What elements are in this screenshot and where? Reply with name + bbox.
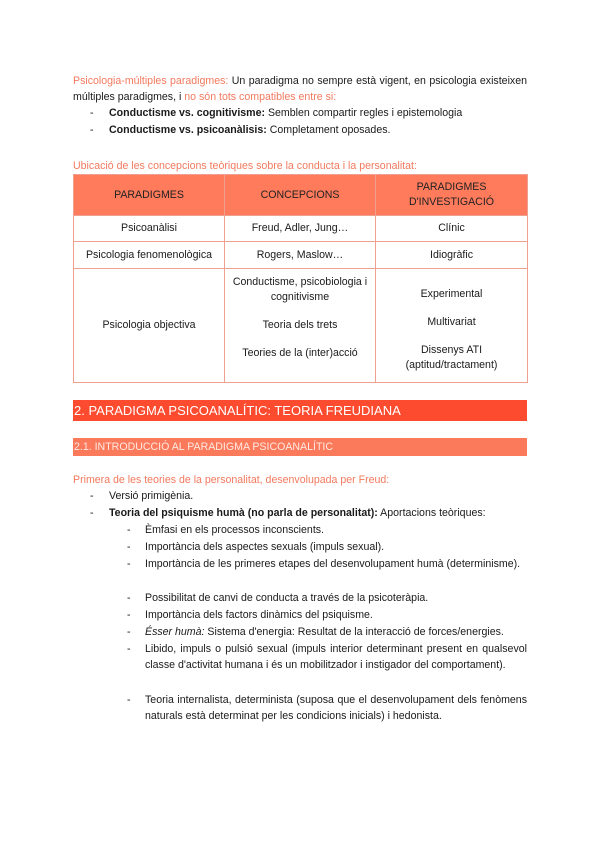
dash-bullet-icon: - — [90, 490, 94, 502]
section-heading: 2. PARADIGMA PSICOANALÍTIC: TEORIA FREUDIANA — [73, 400, 527, 421]
dash-bullet-icon: - — [127, 592, 131, 604]
dash-bullet-icon: - — [127, 524, 131, 536]
dash-bullet-icon: - — [127, 558, 131, 570]
column-header: CONCEPCIONS — [225, 175, 376, 216]
dash-bullet-icon: - — [127, 609, 131, 621]
dash-bullet-icon: - — [90, 107, 94, 119]
column-header: PARADIGMES D'INVESTIGACIÓ — [376, 175, 528, 216]
table-caption: Ubicació de les concepcions teòriques sobre la conducta i la personalitat: — [73, 160, 417, 172]
dash-bullet-icon: - — [90, 507, 94, 519]
section-lead: Primera de les teories de la personalitat, desenvolupada per Freud: — [73, 474, 390, 486]
subsection-heading: 2.1. INTRODUCCIÓ AL PARADIGMA PSICOANALÍTIC — [73, 438, 527, 456]
intro-label: Psicologia-múltiples paradigmes: — [73, 75, 229, 87]
intro-paragraph: Psicologia-múltiples paradigmes: Un paradigma no sempre està vigent, en psicologia existeixen múltiples paradigmes, i no són tots compatibles entre si: — [73, 75, 527, 103]
table-row: Psicoanàlisi Freud, Adler, Jung… Clínic — [74, 216, 528, 242]
dash-bullet-icon: - — [127, 643, 131, 655]
table-row: Psicologia objectiva Conductisme, psicobiologia i cognitivisme Teoria dels trets Teories de la (inter)acció Experimental Multivariat Dissenys ATI (aptitud/tractament) — [74, 269, 528, 383]
table-row: Psicologia fenomenològica Rogers, Maslow… Idiogràfic — [74, 242, 528, 269]
dash-bullet-icon: - — [127, 694, 131, 706]
dash-bullet-icon: - — [127, 541, 131, 553]
dash-bullet-icon: - — [127, 626, 131, 638]
dash-bullet-icon: - — [90, 124, 94, 136]
paradigms-table — [73, 174, 528, 383]
intro-highlight: no són tots compatibles entre si: — [184, 91, 337, 103]
column-header: PARADIGMES — [74, 175, 225, 216]
table-header-row — [74, 175, 528, 216]
